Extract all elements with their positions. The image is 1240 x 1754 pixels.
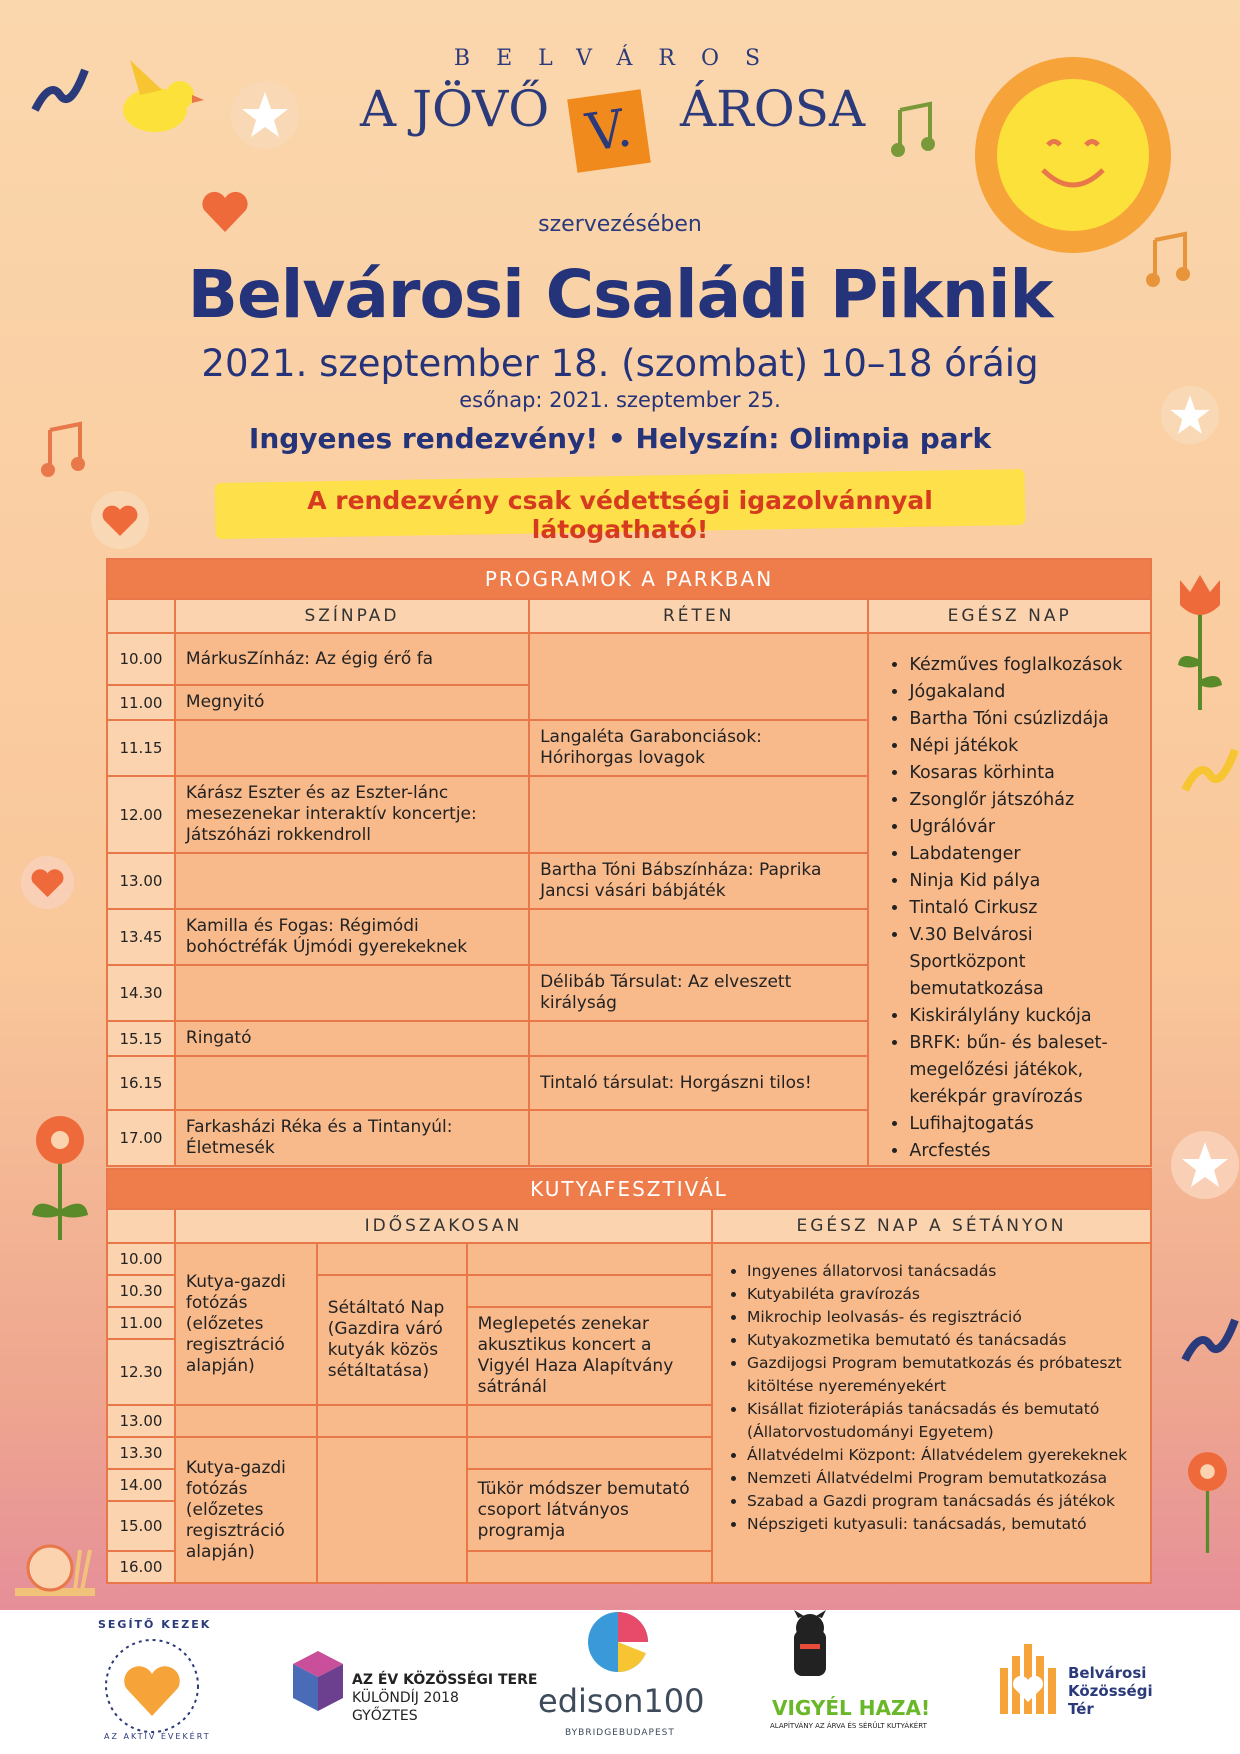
time-cell: 13.00 — [107, 853, 175, 909]
heart-icon — [90, 490, 150, 550]
stage-cell: Ringató — [175, 1021, 529, 1056]
allday-item: • Bartha Tóni csúzlizdája — [909, 706, 1140, 733]
time-cell: 15.00 — [107, 1501, 175, 1551]
notice-text: A rendezvény csak védettségi igazolvánnyal látogatható! — [307, 486, 933, 544]
field-cell — [529, 1021, 868, 1056]
photo-cell: Kutya-gazdi fotózás (előzetes regisztráció alapján) — [175, 1243, 317, 1405]
logo5-line2: Közösségi — [1068, 1682, 1153, 1700]
community-space-logo — [996, 1638, 1060, 1718]
time-cell: 10.00 — [107, 633, 175, 685]
logo2-line2: KÜLÖNDÍJ 2018 — [352, 1690, 459, 1706]
allday-col-header: EGÉSZ NAP — [868, 599, 1151, 633]
logo5-line1: Belvárosi — [1068, 1664, 1147, 1682]
edison-logo-mark — [586, 1610, 650, 1674]
dog-allday-item: • Népszigeti kutyasuli: tanácsadás, bemutató — [747, 1513, 1142, 1536]
time-cell: 10.30 — [107, 1275, 175, 1307]
program-table — [106, 558, 1152, 1167]
time-cell: 12.30 — [107, 1339, 175, 1405]
field-cell — [529, 633, 868, 720]
brand-left: A JÖVŐ — [360, 80, 550, 138]
time-cell: 10.00 — [107, 1243, 175, 1275]
field-cell: Bartha Tóni Bábszínháza: Paprika Jancsi vásári bábjáték — [529, 853, 868, 909]
brand-v-badge: V. — [567, 89, 651, 173]
program-title: PROGRAMOK A PARKBAN — [107, 559, 1151, 599]
dog-festival-table — [106, 1168, 1152, 1584]
empty-cell — [175, 1405, 317, 1437]
dog-allday-item: • Szabad a Gazdi program tanácsadás és játékok — [747, 1490, 1142, 1513]
time-cell: 16.15 — [107, 1056, 175, 1110]
flower-icon — [20, 1110, 100, 1240]
dog-logo — [780, 1610, 840, 1680]
empty-cell — [467, 1275, 712, 1307]
dog-allday-item: • Nemzeti Állatvédelmi Program bemutatkozása — [747, 1467, 1142, 1490]
allday-item: • Kézműves foglalkozások — [909, 652, 1140, 679]
confetti-icon — [1180, 1310, 1240, 1370]
stage-col-header: SZÍNPAD — [175, 599, 529, 633]
logo3-sub: BYBRIDGEBUDAPEST — [565, 1728, 675, 1738]
logo5-line3: Tér — [1068, 1700, 1094, 1718]
footer — [0, 1610, 1240, 1754]
brand-right: ÁROSA — [680, 80, 866, 138]
allday-item: • V.30 Belvárosi Sportközpont bemutatkozása — [909, 922, 1140, 1003]
logo2-line3: GYŐZTES — [352, 1708, 418, 1724]
allday-item: • Jógakaland — [909, 679, 1140, 706]
dog-title: KUTYAFESZTIVÁL — [107, 1169, 1151, 1209]
helping-hands-logo — [92, 1636, 212, 1736]
confetti-icon — [1180, 740, 1240, 800]
allday-item: • Tintaló Cirkusz — [909, 895, 1140, 922]
time-cell: 13.30 — [107, 1437, 175, 1469]
allday-item: • Arcfestés — [909, 1138, 1140, 1165]
event-title: Belvárosi Családi Piknik — [187, 256, 1053, 333]
time-col-header — [107, 1209, 175, 1243]
walk-cell: Sétáltató Nap (Gazdira váró kutyák közös sétáltatása) — [317, 1275, 467, 1405]
rain-date: esőnap: 2021. szeptember 25. — [459, 388, 781, 412]
dog-allday-item: • Mikrochip leolvasás- és regisztráció — [747, 1306, 1142, 1329]
logo4-sub: ALAPÍTVÁNY AZ ÁRVA ÉS SÉRÜLT KUTYÁKÉRT — [770, 1722, 927, 1730]
allday-item: • Zsonglőr játszóház — [909, 787, 1140, 814]
field-cell: Tintaló társulat: Horgászni tilos! — [529, 1056, 868, 1110]
dog-allday-item: • Gazdijogsi Program bemutatkozás és próbateszt kitöltése nyereményekért — [747, 1352, 1142, 1398]
allday-item: • Ninja Kid pálya — [909, 868, 1140, 895]
allday-item: • BRFK: bűn- és baleset-megelőzési játékok, kerékpár gravírozás — [909, 1030, 1140, 1111]
time-cell: 14.30 — [107, 965, 175, 1021]
allday-item: • Ugrálóvár — [909, 814, 1140, 841]
allday-item: • Kosaras körhinta — [909, 760, 1140, 787]
logo4-text: VIGYÉL HAZA! — [772, 1696, 931, 1720]
allday-list — [868, 633, 1151, 1166]
snail-icon — [10, 1530, 100, 1600]
field-cell: Langaléta Garabonciások: Hórihorgas lovagok — [529, 720, 868, 776]
dog-allday-item: • Kisállat fizioterápiás tanácsadás és bemutató (Állatorvostudományi Egyetem) — [747, 1398, 1142, 1444]
free-location: Ingyenes rendezvény! • Helyszín: Olimpia park — [248, 422, 992, 455]
time-cell: 11.00 — [107, 1307, 175, 1339]
logo2-line1: AZ ÉV KÖZÖSSÉGI TERE — [352, 1672, 538, 1688]
periodic-col-header: IDŐSZAKOSAN — [175, 1209, 712, 1243]
tulip-icon — [1170, 570, 1230, 710]
logo1-text: SEGÍTŐ KEZEK — [98, 1618, 212, 1631]
logo1-sub: AZ AKTÍV ÉVEKÉRT — [104, 1732, 211, 1741]
time-cell: 15.15 — [107, 1021, 175, 1056]
empty-cell — [317, 1437, 467, 1583]
empty-cell — [317, 1243, 467, 1275]
time-cell: 11.00 — [107, 685, 175, 720]
brand-top: BELVÁROS — [453, 46, 787, 71]
allday-item: • Labdatenger — [909, 841, 1140, 868]
logo3-text: edison100 — [538, 1682, 705, 1720]
field-cell — [529, 1110, 868, 1166]
empty-cell — [467, 1437, 712, 1469]
allday-item: • Kiskirálylány kuckója — [909, 1003, 1140, 1030]
photo-cell: Kutya-gazdi fotózás (előzetes regisztráció alapján) — [175, 1437, 317, 1583]
stage-cell: Kárász Eszter és az Eszter-lánc mesezenekar interaktív koncertje: Játszóházi rokkendroll — [175, 776, 529, 853]
empty-cell — [467, 1405, 712, 1437]
empty-cell — [317, 1405, 467, 1437]
empty-cell — [467, 1243, 712, 1275]
star-icon — [230, 80, 300, 150]
dog-allday-list — [712, 1243, 1151, 1583]
stage-cell: Megnyitó — [175, 685, 529, 720]
dog-allday-item: • Ingyenes állatorvosi tanácsadás — [747, 1260, 1142, 1283]
allday-item: • Lufihajtogatás — [909, 1111, 1140, 1138]
cube-logo — [288, 1646, 348, 1716]
flower-icon — [1175, 1440, 1240, 1560]
dog-allday-item: • Kutyabiléta gravírozás — [747, 1283, 1142, 1306]
heart-icon — [20, 855, 75, 910]
mirror-cell: Tükör módszer bemutató csoport látványos programja — [467, 1469, 712, 1551]
dog-allday-item: • Kutyakozmetika bemutató és tanácsadás — [747, 1329, 1142, 1352]
stage-cell: Kamilla és Fogas: Régimódi bohóctréfák Újmódi gyerekeknek — [175, 909, 529, 965]
dog-allday-col-header: EGÉSZ NAP A SÉTÁNYON — [712, 1209, 1151, 1243]
time-cell: 17.00 — [107, 1110, 175, 1166]
star-icon — [1170, 1130, 1240, 1200]
stage-cell: MárkusZínház: Az égig érő fa — [175, 633, 529, 685]
stage-cell — [175, 853, 529, 909]
time-cell: 14.00 — [107, 1469, 175, 1501]
event-date: 2021. szeptember 18. (szombat) 10–18 óráig — [201, 342, 1039, 385]
field-cell: Délibáb Társulat: Az elveszett királyság — [529, 965, 868, 1021]
time-col-header — [107, 599, 175, 633]
time-cell: 13.45 — [107, 909, 175, 965]
concert-cell: Meglepetés zenekar akusztikus koncert a Vigyél Haza Alapítvány sátránál — [467, 1307, 712, 1405]
time-cell: 16.00 — [107, 1551, 175, 1583]
stage-cell — [175, 720, 529, 776]
stage-cell — [175, 965, 529, 1021]
bird-icon — [100, 55, 210, 155]
music-note-icon — [890, 100, 940, 160]
time-cell: 11.15 — [107, 720, 175, 776]
stage-cell: Farkasházi Réka és a Tintanyúl: Életmesék — [175, 1110, 529, 1166]
time-cell: 12.00 — [107, 776, 175, 853]
field-col-header: RÉTEN — [529, 599, 868, 633]
allday-item: • Népi játékok — [909, 733, 1140, 760]
dog-allday-item: • Állatvédelmi Központ: Állatvédelem gyerekeknek — [747, 1444, 1142, 1467]
empty-cell — [467, 1551, 712, 1583]
confetti-icon — [30, 60, 90, 120]
field-cell — [529, 776, 868, 853]
field-cell — [529, 909, 868, 965]
time-cell: 13.00 — [107, 1405, 175, 1437]
stage-cell — [175, 1056, 529, 1110]
organizer-text: szervezésében — [538, 212, 702, 237]
